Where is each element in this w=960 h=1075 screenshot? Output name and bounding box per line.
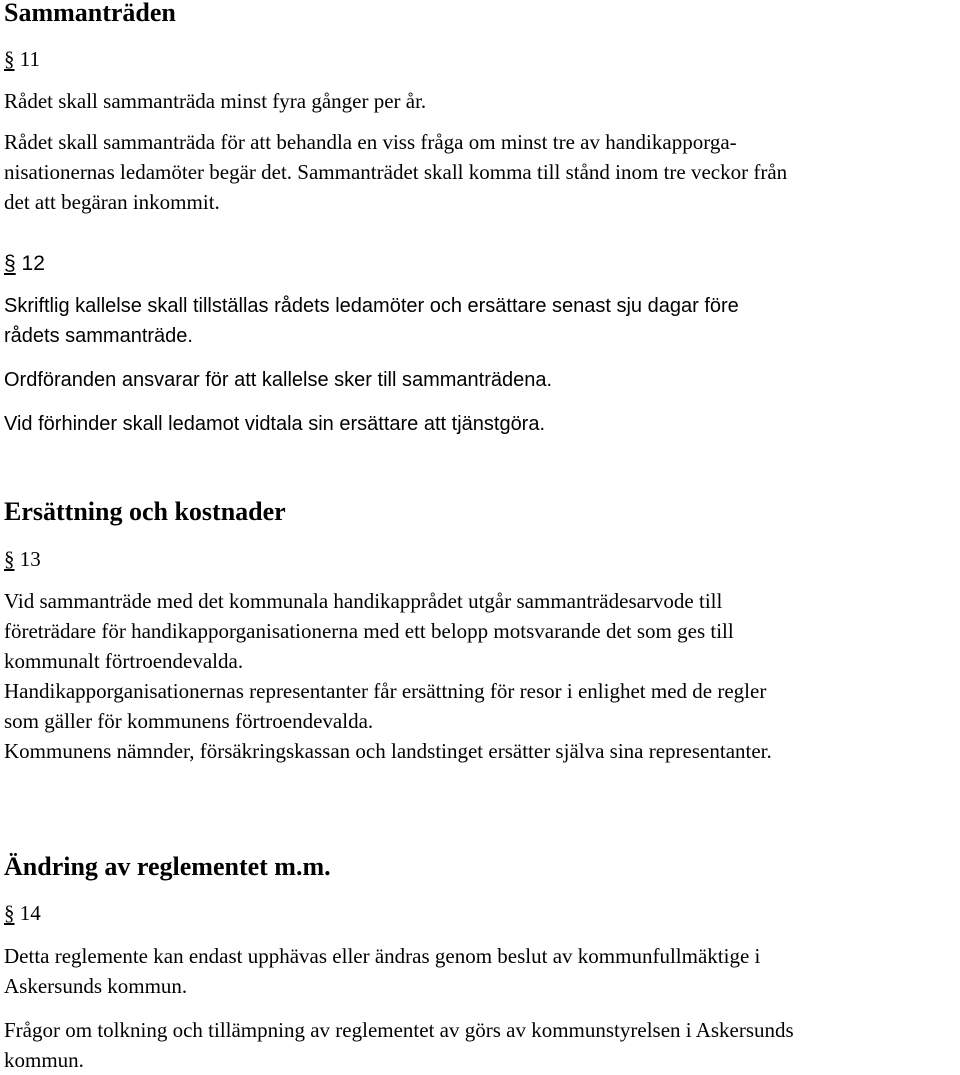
text-line: företrädare för handikapporganisationerna med ett belopp motsvarande det som ges till [4,619,734,643]
section-heading-amendment: Ändring av reglementet m.m. [4,852,331,881]
text-line: som gäller för kommunens förtroendevalda. [4,709,374,733]
paragraph-14-text-1 [4,941,960,1001]
section-sign: § [4,547,15,571]
paragraph-12-text-2: Ordföranden ansvarar för att kallelse sker till sammanträdena. [4,369,553,391]
section-sign: § [4,252,16,275]
paragraph-12-text-3: Vid förhinder skall ledamot vidtala sin ersättare att tjänstgöra. [4,413,546,435]
text-line: Detta reglemente kan endast upphävas eller ändras genom beslut av kommunfullmäktige i [4,944,761,968]
section-heading-compensation: Ersättning och kostnader [4,497,286,526]
text-line: kommunalt förtroendevalda. [4,649,244,673]
paragraph-number-13 [4,546,41,572]
text-line: Askersunds kommun. [4,974,188,998]
section-sign: § [4,47,15,71]
paragraph-number: 12 [21,252,45,275]
section-sign: § [4,901,15,925]
text-line: Kommunens nämnder, försäkringskassan och landstinget ersätter själva sina representanter. [4,739,772,763]
paragraph-number-12 [4,251,45,277]
paragraph-11-text-1: Rådet skall sammanträda minst fyra gånger per år. [4,89,427,113]
text-line: Skriftlig kallelse skall tillställas rådets ledamöter och ersättare senast sju dagar före [4,295,739,317]
paragraph-number: 14 [19,901,41,925]
paragraph-13-text [4,586,960,766]
paragraph-number: 13 [19,547,41,571]
paragraph-11-text-2 [4,127,960,217]
text-line: rådets sammanträde. [4,325,193,347]
text-line: nisationernas ledamöter begär det. Sammanträdet skall komma till stånd inom tre veckor från [4,160,788,184]
text-line: kommun. [4,1048,84,1072]
text-line: Frågor om tolkning och tillämpning av reglementet av görs av kommunstyrelsen i Askersunds [4,1018,794,1042]
text-line: Handikapporganisationernas representanter får ersättning för resor i enlighet med de regler [4,679,767,703]
text-line: Rådet skall sammanträda för att behandla en viss fråga om minst tre av handikapporga- [4,130,737,154]
text-line: Vid sammanträde med det kommunala handikapprådet utgår sammanträdesarvode till [4,589,723,613]
section-heading-meetings: Sammanträden [4,0,176,27]
paragraph-14-text-2 [4,1015,960,1075]
paragraph-number-14 [4,900,41,926]
text-line: det att begäran inkommit. [4,190,220,214]
paragraph-number-11 [4,46,40,72]
paragraph-12-text-1 [4,291,960,351]
paragraph-number: 11 [19,47,40,71]
